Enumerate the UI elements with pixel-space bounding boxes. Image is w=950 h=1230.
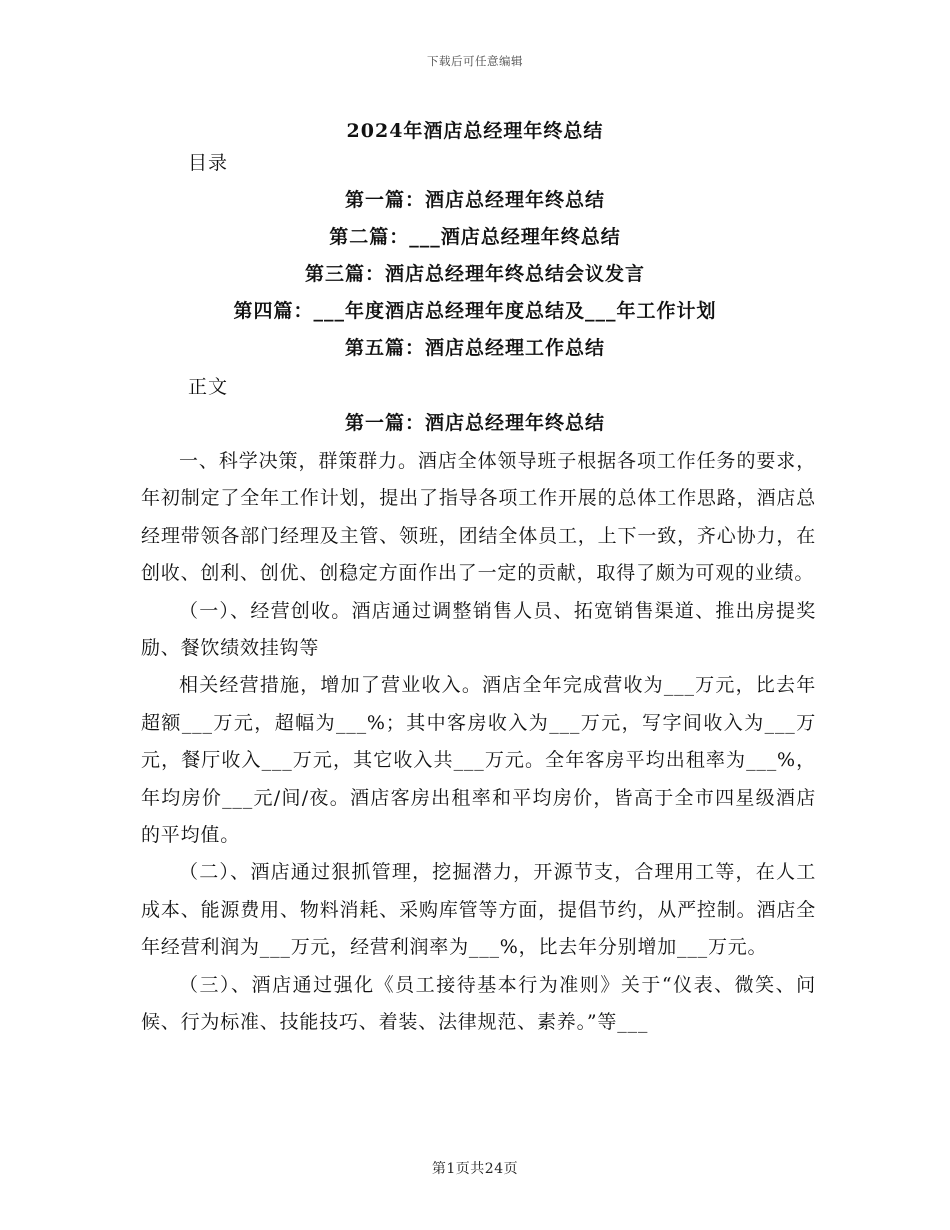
paragraph: 一、科学决策，群策群力。酒店全体领导班子根据各项工作任务的要求，年初制定了全年工作计划，提出了指导各项工作开展的总体工作思路，酒店总经理带领各部门经理及主管、领班，团结全体员工，上下一致，齐心协力，在创收、创利、创优、创稳定方面作出了一定的贡献，取得了颇为可观的业绩。 bbox=[141, 450, 816, 585]
table-of-contents bbox=[0, 182, 950, 367]
toc-item: 第三篇：酒店总经理年终总结会议发言 bbox=[304, 263, 645, 285]
toc-item: 第四篇：___年度酒店总经理年度总结及___年工作计划 bbox=[233, 300, 717, 322]
toc-item: 第一篇：酒店总经理年终总结 bbox=[344, 189, 605, 211]
body-text bbox=[141, 443, 816, 1042]
toc-label: 目录 bbox=[188, 152, 229, 174]
paragraph: （一）、经营创收。酒店通过调整销售人员、拓宽销售渠道、推出房提奖励、餐饮绩效挂钩等 bbox=[141, 599, 816, 660]
paragraph: （三）、酒店通过强化《员工接待基本行为准则》关于“仪表、微笑、问候、行为标准、技能技巧、着装、法律规范、素养。”等___ bbox=[141, 973, 816, 1034]
paragraph: 相关经营措施，增加了营业收入。酒店全年完成营收为___万元，比去年超额___万元，超幅为___%；其中客房收入为___万元，写字间收入为___万元，餐厅收入___万元，其它收入共___万元。全年客房平均出租率为___%，年均房价___元/间/夜。酒店客房出租率和平均房价，皆高于全市四星级酒店的平均值。 bbox=[141, 674, 816, 847]
section-heading: 第一篇：酒店总经理年终总结 bbox=[344, 412, 605, 434]
page-header-note: 下载后可任意编辑 bbox=[427, 54, 523, 68]
body-label: 正文 bbox=[188, 376, 229, 398]
document-title: 2024年酒店总经理年终总结 bbox=[346, 120, 604, 142]
toc-item: 第五篇：酒店总经理工作总结 bbox=[344, 337, 605, 359]
paragraph: （二）、酒店通过狠抓管理，挖掘潜力，开源节支，合理用工等，在人工成本、能源费用、物料消耗、采购库管等方面，提倡节约，从严控制。酒店全年经营利润为___万元，经营利润率为___%，比去年分别增加___万元。 bbox=[141, 861, 816, 959]
toc-item: 第二篇：___酒店总经理年终总结 bbox=[329, 226, 621, 248]
page-footer: 第1页共24页 bbox=[431, 1161, 519, 1177]
